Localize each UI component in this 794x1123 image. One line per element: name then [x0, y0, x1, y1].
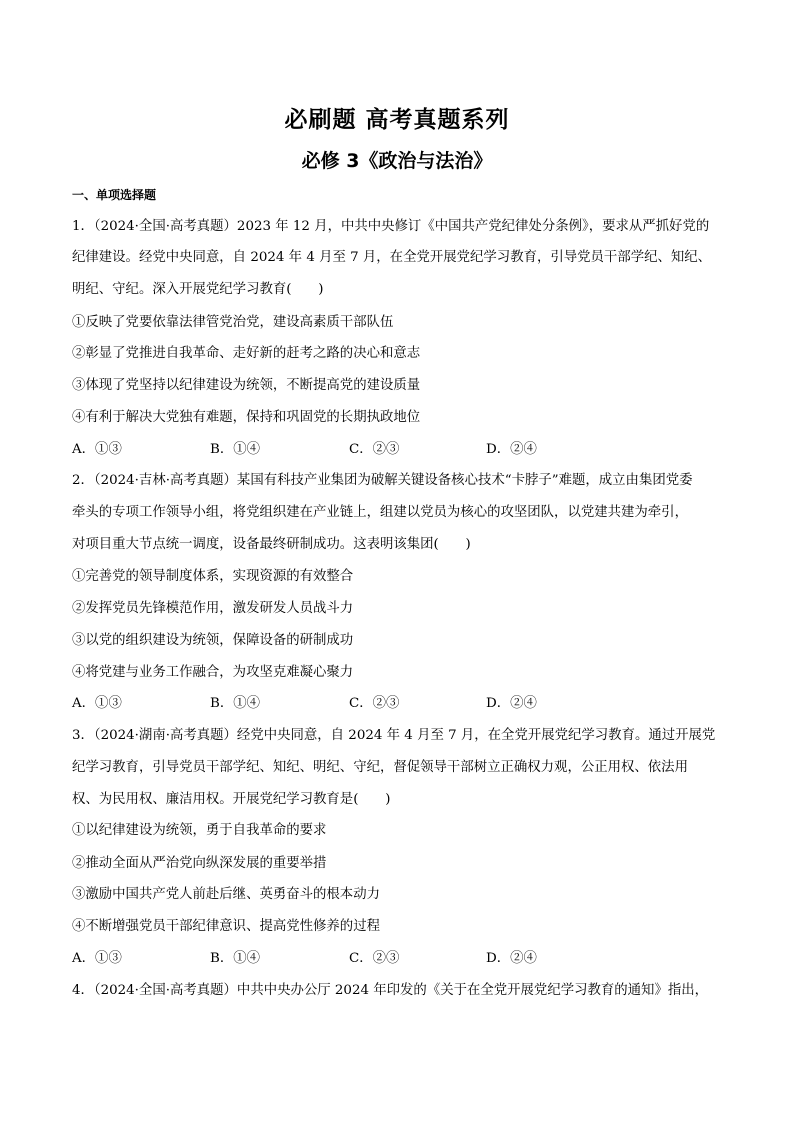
- page-subtitle: 必修 3《政治与法治》: [301, 150, 493, 172]
- question-3-choice-1: ①以纪律建设为统领，勇于自我革命的要求: [72, 823, 327, 838]
- option-d: D．②④: [486, 442, 537, 457]
- option-b: B．①④: [210, 951, 261, 966]
- option-a: A．①③: [72, 951, 122, 966]
- option-d: D．②④: [486, 951, 537, 966]
- question-2-line-1: 2．（2024·吉林·高考真题）某国有科技产业集团为破解关键设备核心技术“卡脖子”难题，成立由集团党委: [72, 473, 693, 488]
- question-4-line-1: 4．（2024·全国·高考真题）中共中央办公厅 2024 年印发的《关于在全党开展党纪学习教育的通知》指出，: [72, 983, 709, 998]
- question-2-choice-1: ①完善党的领导制度体系，实现资源的有效整合: [72, 569, 354, 584]
- option-c: C．②③: [349, 442, 400, 457]
- question-3-line-3: 权、为民用权、廉洁用权。开展党纪学习教育是( ): [72, 792, 391, 807]
- option-b: B．①④: [210, 442, 261, 457]
- question-1-choice-2: ②彰显了党推进自我革命、走好新的赶考之路的决心和意志: [72, 346, 421, 361]
- question-3-choice-4: ④不断增强党员干部纪律意识、提高党性修养的过程: [72, 919, 380, 934]
- question-1-choice-3: ③体现了党坚持以纪律建设为统领，不断提高党的建设质量: [72, 378, 421, 393]
- section-heading: 一、单项选择题: [72, 188, 157, 202]
- option-c: C．②③: [349, 696, 400, 711]
- question-3-choice-3: ③激励中国共产党人前赴后继、英勇奋斗的根本动力: [72, 887, 380, 902]
- question-1-line-2: 纪律建设。经党中央同意，自 2024 年 4 月至 7 月，在全党开展党纪学习教育，引导党员干部学纪、知纪、: [72, 250, 712, 265]
- question-2-choice-4: ④将党建与业务工作融合，为攻坚克难凝心聚力: [72, 665, 354, 680]
- question-3-line-1: 3．（2024·湖南·高考真题）经党中央同意，自 2024 年 4 月至 7 月，在全党开展党纪学习教育。通过开展党: [72, 728, 716, 743]
- question-2-choice-2: ②发挥党员先锋模范作用，激发研发人员战斗力: [72, 601, 354, 616]
- option-a: A．①③: [72, 442, 122, 457]
- question-1-choice-1: ①反映了党要依靠法律管党治党，建设高素质干部队伍: [72, 315, 394, 330]
- option-c: C．②③: [349, 951, 400, 966]
- question-3-line-2: 纪学习教育，引导党员干部学纪、知纪、明纪、守纪，督促领导干部树立正确权力观，公正用权、依法用: [72, 760, 688, 775]
- option-b: B．①④: [210, 696, 261, 711]
- question-2-line-3: 对项目重大节点统一调度，设备最终研制成功。这表明该集团( ): [72, 537, 471, 552]
- question-1-choice-4: ④有利于解决大党独有难题，保持和巩固党的长期执政地位: [72, 410, 421, 425]
- question-1-line-3: 明纪、守纪。深入开展党纪学习教育( ): [72, 282, 324, 297]
- option-d: D．②④: [486, 696, 537, 711]
- page-title: 必刷题 高考真题系列: [284, 107, 510, 133]
- question-2-choice-3: ③以党的组织建设为统领，保障设备的研制成功: [72, 633, 354, 648]
- question-2-line-2: 牵头的专项工作领导小组，将党组织建在产业链上，组建以党员为核心的攻坚团队，以党建共建为牵引，: [72, 505, 688, 520]
- option-a: A．①③: [72, 696, 122, 711]
- question-3-choice-2: ②推动全面从严治党向纵深发展的重要举措: [72, 856, 327, 871]
- question-1-line-1: 1．（2024·全国·高考真题）2023 年 12 月，中共中央修订《中国共产党纪律处分条例》，要求从严抓好党的: [72, 219, 710, 234]
